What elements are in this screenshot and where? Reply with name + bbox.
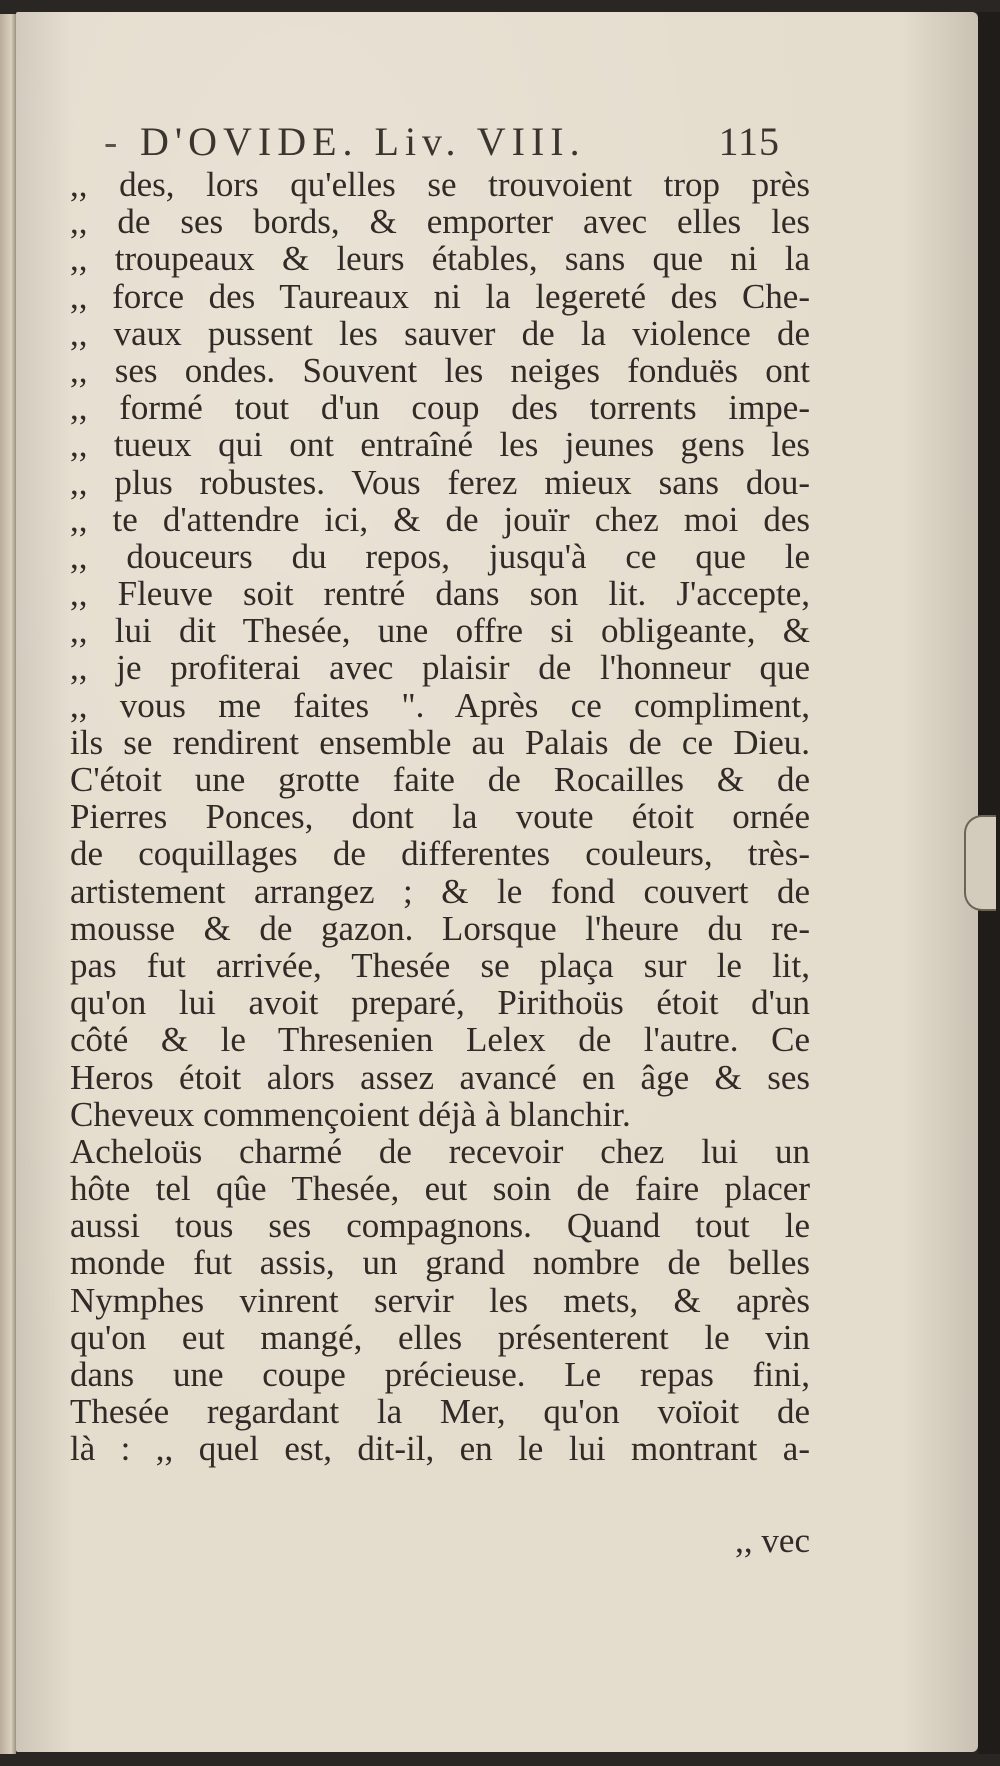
text-line: ,, je profiterai avec plaisir de l'honneur que xyxy=(70,648,810,688)
text-line: C'étoit une grotte faite de Rocailles & de xyxy=(70,760,810,799)
text-line: ,, tueux qui ont entraîné les jeunes gens les xyxy=(70,425,810,465)
text-line: qu'on eut mangé, elles présenterent le vin xyxy=(70,1317,810,1357)
text-line: ,, troupeaux & leurs étables, sans que ni la xyxy=(70,239,810,279)
text-line: ,, te d'attendre ici, & de jouïr chez moi des xyxy=(70,499,810,539)
text-line: dans une coupe précieuse. Le repas fini, xyxy=(70,1355,810,1394)
text-line: Cheveux commençoient déjà à blanchir. xyxy=(70,1094,631,1134)
text-line: ,, douceurs du repos, jusqu'à ce que le xyxy=(70,536,810,576)
text-line: là : ,, quel est, dit-il, en le lui montrant a- xyxy=(70,1429,810,1469)
text-line: ,, lui dit Thesée, une offre si obligeante, & xyxy=(70,611,810,651)
body-text xyxy=(70,166,810,1468)
text-line: ,, formé tout d'un coup des torrents impe- xyxy=(70,388,810,428)
text-line: monde fut assis, un grand nombre de belles xyxy=(70,1243,810,1283)
header-dash: - xyxy=(104,119,120,164)
text-line: Heros étoit alors assez avancé en âge & ses xyxy=(70,1057,810,1097)
text-line: ,, vous me faites ". Après ce compliment, xyxy=(70,685,810,725)
text-line: mousse & de gazon. Lorsque l'heure du re- xyxy=(70,908,810,948)
catchword: ,, vec xyxy=(735,1521,810,1560)
text-line: de coquillages de differentes couleurs, très- xyxy=(70,834,810,874)
text-line: Acheloüs charmé de recevoir chez lui un xyxy=(70,1131,810,1171)
text-line: aussi tous ses compagnons. Quand tout le xyxy=(70,1206,810,1246)
text-line: artistement arrangez ; & le fond couvert de xyxy=(70,871,810,911)
text-line: qu'on lui avoit preparé, Pirithoüs étoit d'un xyxy=(70,983,810,1023)
text-line: Pierres Ponces, dont la voute étoit ornée xyxy=(70,797,810,837)
text-line: ,, plus robustes. Vous ferez mieux sans dou- xyxy=(70,462,810,502)
text-line: ,, vaux pussent les sauver de la violence de xyxy=(70,313,810,353)
text-line: pas fut arrivée, Thesée se plaça sur le lit, xyxy=(70,945,810,985)
page-tab xyxy=(964,815,996,911)
text-line: ,, des, lors qu'elles se trouvoient trop près xyxy=(70,165,810,204)
text-line: ,, Fleuve soit rentré dans son lit. J'accepte, xyxy=(70,574,810,614)
running-head: D'OVIDE. Liv. VIII. xyxy=(140,119,586,164)
facing-page-edge xyxy=(0,14,16,1754)
text-line: Thesée regardant la Mer, qu'on voïoit de xyxy=(70,1392,810,1432)
page-number: 115 xyxy=(718,119,780,164)
text-line: ,, ses ondes. Souvent les neiges fonduës ont xyxy=(70,350,810,390)
text-line: ,, force des Taureaux ni la legereté des Che- xyxy=(70,276,810,316)
text-line: Nymphes vinrent servir les mets, & après xyxy=(70,1280,810,1320)
text-line: côté & le Thresenien Lelex de l'autre. Ce xyxy=(70,1020,810,1060)
text-line: ils se rendirent ensemble au Palais de ce Dieu. xyxy=(70,722,810,762)
text-line: hôte tel qûe Thesée, eut soin de faire placer xyxy=(70,1169,810,1209)
text-line: ,, de ses bords, & emporter avec elles les xyxy=(70,202,810,242)
